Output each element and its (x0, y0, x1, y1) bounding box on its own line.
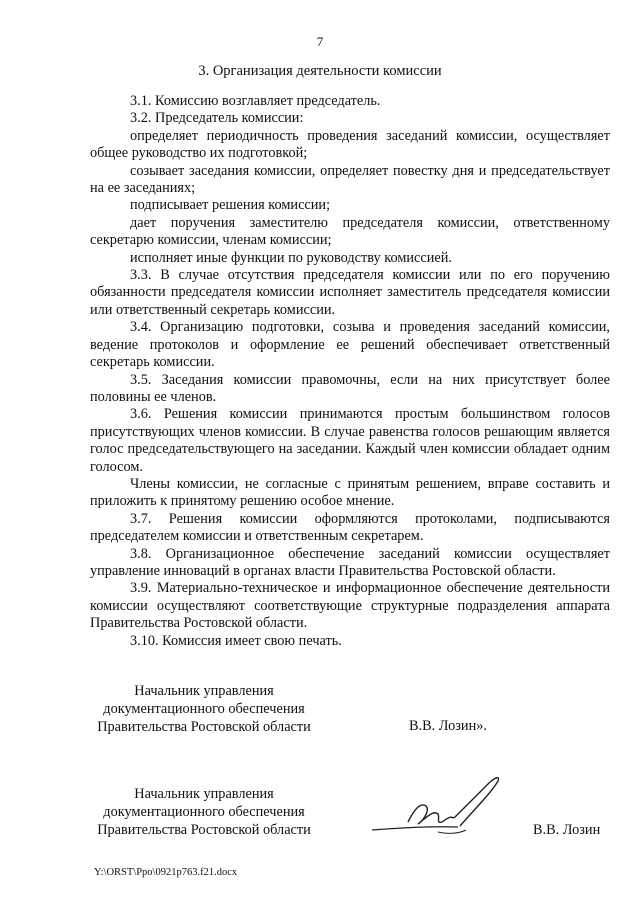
paragraph: 3.9. Материально-техническое и информационное обеспечение деятельности комиссии осуществляют соответствующие структурные подразделения аппарата Правительства Ростовской области. (90, 580, 610, 632)
signature-title-line: Начальник управления (134, 786, 274, 802)
section-heading: 3. Организация деятельности комиссии (198, 63, 442, 79)
signatory-name: В.В. Лозин». (409, 718, 487, 734)
signature-block-2 (88, 785, 320, 839)
document-body (90, 93, 610, 650)
paragraph: 3.4. Организацию подготовки, созыва и проведения заседаний комиссии, ведение протоколов и оформление ее решений обеспечивает ответственный секретарь комиссии. (90, 319, 610, 371)
signatory-name: В.В. Лозин (533, 822, 601, 838)
paragraph: 3.10. Комиссия имеет свою печать. (130, 632, 342, 649)
signature-title-line: Правительства Ростовской области (97, 719, 311, 735)
paragraph: 3.2. Председатель комиссии: (130, 110, 304, 127)
paragraph: дает поручения заместителю председателя комиссии, ответственному секретарю комиссии, членам комиссии; (90, 214, 610, 249)
paragraph: 3.1. Комиссию возглавляет председатель. (130, 93, 381, 109)
signature-block-1 (88, 682, 320, 736)
handwritten-signature (368, 772, 518, 842)
signature-title-line: Начальник управления (134, 683, 274, 699)
paragraph: исполняет иные функции по руководству комиссией. (130, 249, 452, 266)
paragraph: подписывает решения комиссии; (130, 197, 331, 214)
paragraph: 3.3. В случае отсутствия председателя комиссии или по его поручению обязанности председателя комиссии исполняет заместитель председателя комиссии или ответственный секретарь комиссии. (90, 267, 610, 318)
paragraph: 3.5. Заседания комиссии правомочны, если на них присутствует более половины ее членов. (90, 371, 610, 405)
paragraph: 3.8. Организационное обеспечение заседаний комиссии осуществляет управление инноваций в органах власти Правительства Ростовской области. (90, 545, 610, 579)
signature-title-line: документационного обеспечения (103, 701, 305, 717)
page-number: 7 (316, 34, 324, 49)
paragraph: определяет периодичность проведения заседаний комиссии, осуществляет общее руководство их подготовкой; (90, 127, 610, 162)
file-path-footer: Y:\ORST\Ppo\0921p763.f21.docx (94, 867, 238, 878)
paragraph: созывает заседания комиссии, определяет повестку дня и председательствует на ее заседаниях; (90, 162, 610, 197)
paragraph: 3.7. Решения комиссии оформляются протоколами, подписываются председателем комиссии и ответственным секретарем. (90, 510, 610, 545)
paragraph: 3.6. Решения комиссии принимаются простым большинством голосов присутствующих членов комиссии. В случае равенства голосов решающим является голос председательствующего на заседании. Каждый член комиссии обладает одним голосом. (90, 406, 610, 475)
signature-title-line: Правительства Ростовской области (97, 822, 311, 838)
signature-title-line: документационного обеспечения (103, 804, 305, 820)
paragraph: Члены комиссии, не согласные с принятым решением, вправе составить и приложить к принятому решению особое мнение. (90, 475, 610, 510)
